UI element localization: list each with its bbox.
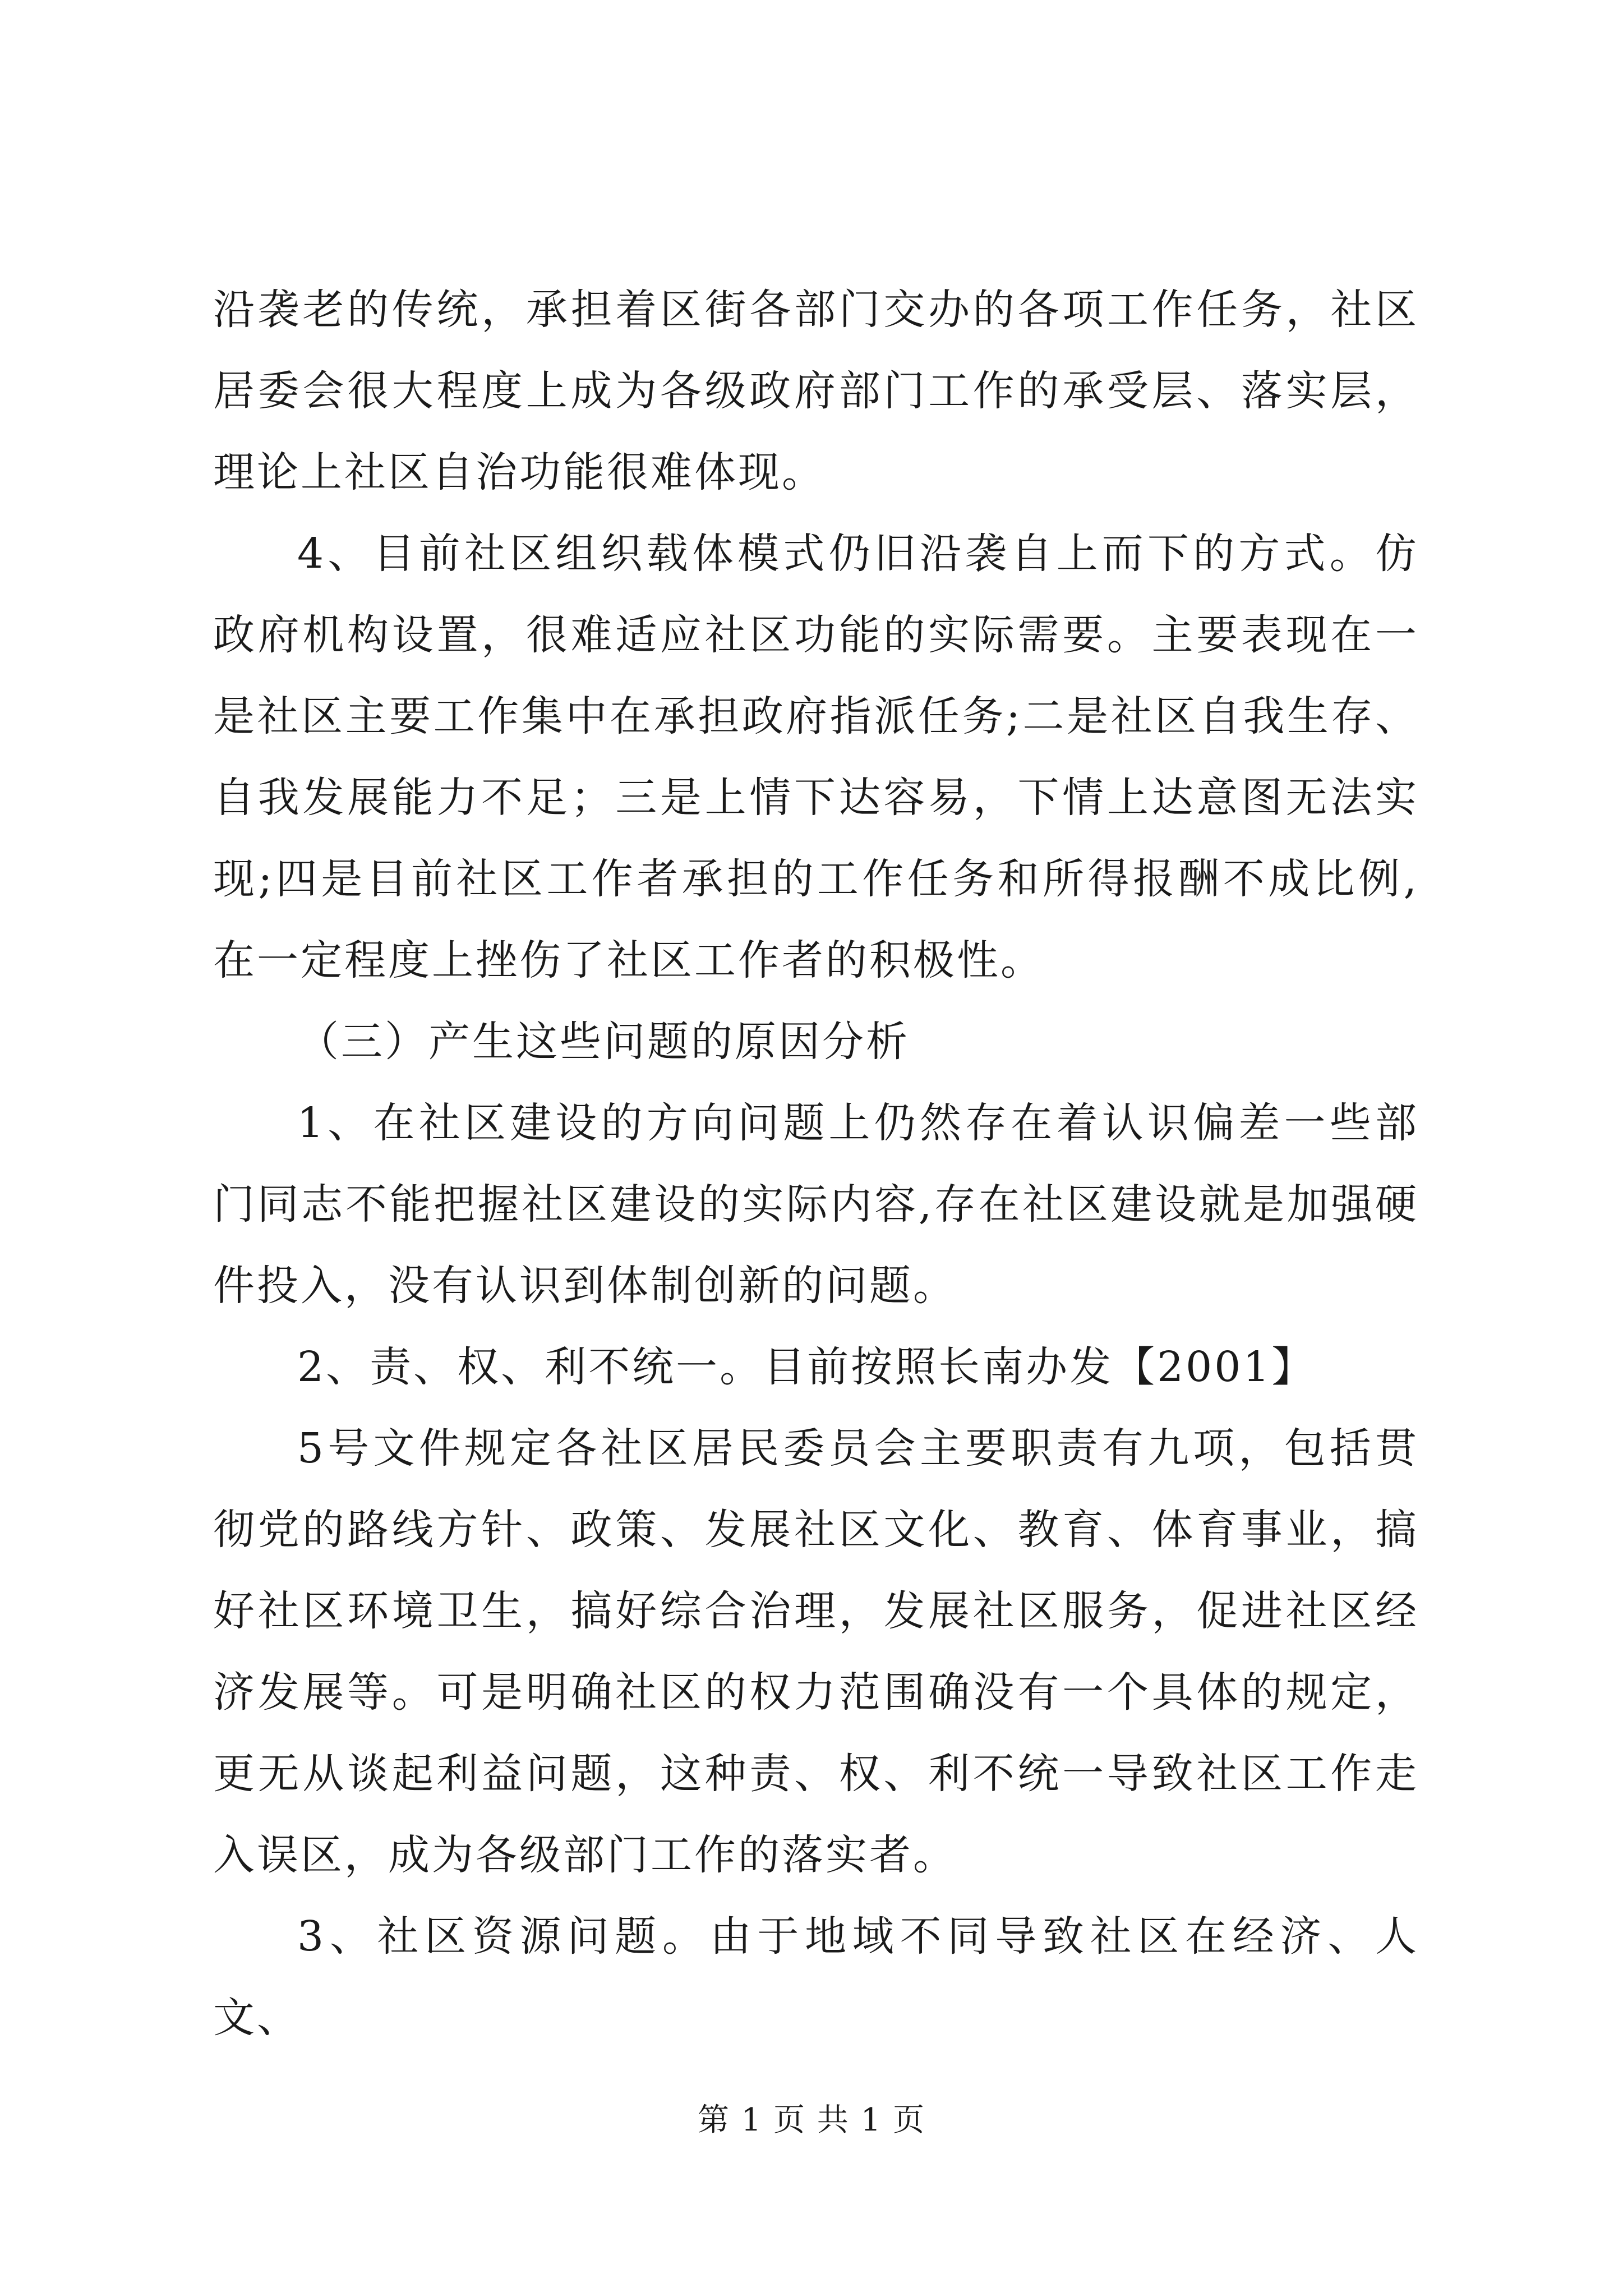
paragraph: 4、目前社区组织载体模式仍旧沿袭自上而下的方式。仿政府机构设置，很难适应社区功能的实际需要。主要表现在一是社区主要工作集中在承担政府指派任务;二是社区自我生存、自我发展能力不足；三是上情下达容易，下情上达意图无法实现;四是目前社区工作者承担的工作任务和所得报酬不成比例,在一定程度上挫伤了社区工作者的积极性。 [213,530,1419,984]
paragraph: 沿袭老的传统，承担着区街各部门交办的各项工作任务，社区居委会很大程度上成为各级政府部门工作的承受层、落实层，理论上社区自治功能很难体现。 [213,286,1419,496]
section-heading: （三）产生这些问题的原因分析 [297,1018,910,1066]
paragraph: 3、社区资源问题。由于地域不同导致社区在经济、人文、 [213,1912,1419,2042]
page-number-footer: 第 1 页 共 1 页 [697,2102,926,2138]
paragraph: 2、责、权、利不统一。目前按照长南办发【2001】 [297,1343,1316,1391]
paragraph: 5号文件规定各社区居民委员会主要职责有九项，包括贯彻党的路线方针、政策、发展社区文化、教育、体育事业，搞好社区环境卫生，搞好综合治理，发展社区服务，促进社区经济发展等。可是明确社区的权力范围确没有一个具体的规定，更无从谈起利益问题，这种责、权、利不统一导致社区工作走入误区，成为各级部门工作的落实者。 [213,1424,1419,1879]
paragraph: 1、在社区建设的方向问题上仍然存在着认识偏差一些部门同志不能把握社区建设的实际内容,存在社区建设就是加强硬件投入，没有认识到体制创新的问题。 [213,1099,1419,1310]
document-body [213,269,1419,2059]
